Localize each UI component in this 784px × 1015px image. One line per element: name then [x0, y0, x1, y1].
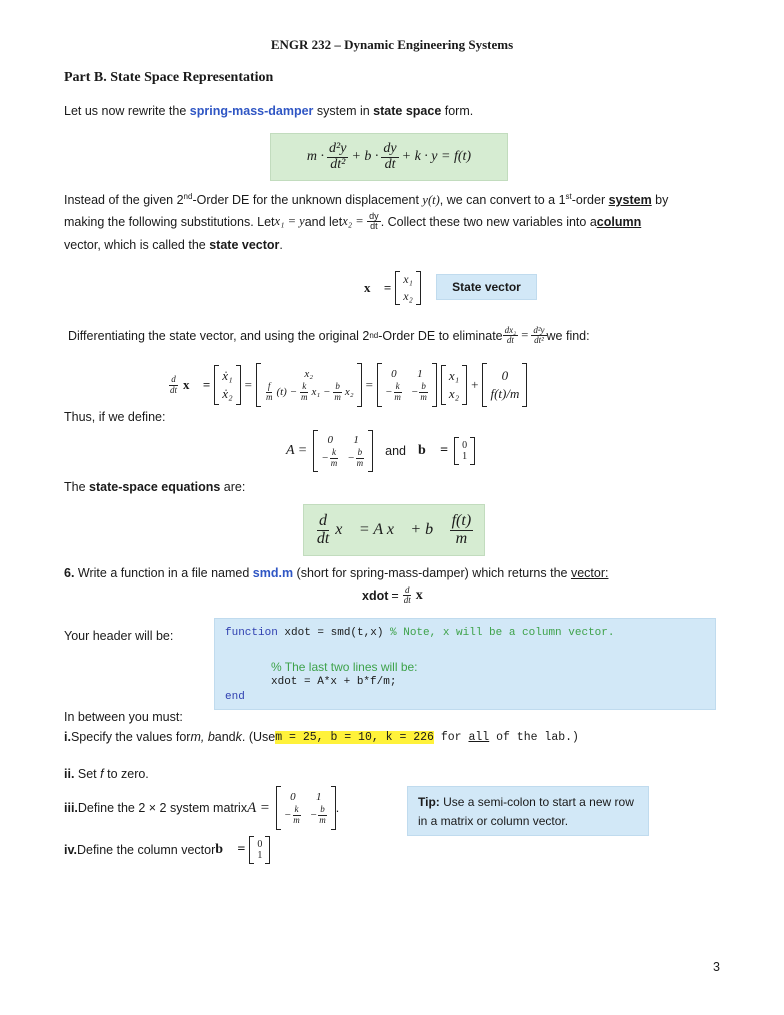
code-line-3: xdot = A*x + b*f/m;	[271, 676, 397, 688]
code-keyword-function: function	[225, 627, 278, 639]
step-i: i. Specify the values for m, b and k . (Use m = 25, b = 10, k = 226 for all of the lab.)	[64, 730, 579, 744]
main-equation-box	[270, 133, 508, 181]
xdot-def: xdot = $\frac{d}{dt}$ x⃗	[362, 585, 434, 606]
intro-post: form.	[441, 104, 474, 118]
intro-line	[64, 104, 473, 118]
ss-intro: The state-space equations are:	[64, 480, 246, 494]
code-signature: xdot = smd(t,x)	[277, 627, 391, 639]
between-line: In between you must:	[64, 710, 183, 724]
state-vector-label: State vector	[436, 274, 537, 300]
eq-main-lhs: m ·	[306, 149, 325, 164]
code-box	[214, 618, 716, 710]
code-keyword-end: end	[225, 691, 245, 703]
intro-pre: Let us now rewrite the	[64, 104, 190, 118]
code-comment-2: % The last two lines will be:	[271, 660, 418, 674]
step-ii: ii. Set f to zero.	[64, 767, 149, 781]
eq-main-dy: dy	[383, 140, 397, 156]
derivative-equation: $\frac{d}{dt}$ x⃗ = ẋ₁ ẋ₂ = x₂ $\frac{f}{m}$ (t) − $\frac{k}{m}$ x₁ − $\frac{b}{m}$ x₂ = 0 1 − $\frac{k}{m}$ − $\frac{b}{m}$ x₁ x₂ + 0 f(t)/m	[168, 362, 527, 408]
intro-mid: system in	[313, 104, 374, 118]
tip-box: Tip: Use a semi-colon to start a new row in a matrix or column vector.	[407, 786, 649, 836]
intro-bold: state space	[373, 104, 442, 118]
define-matrix-row: A = 0 1 − $\frac{k}{m}$ − $\frac{b}{m}$ and b⃗ = 0 1	[286, 429, 475, 473]
state-vector-eq: x⃗ = x₁ x₂	[364, 271, 421, 305]
para1-line1: Instead of the given 2nd-Order DE for the unknown displacement y(t), we can convert to a 1st-order system by	[64, 192, 669, 208]
para1-line2: making the following substitutions. Let x₁ = y and let x₂ = $\frac{dy}{dt}$ . Collect these two new variables into a column	[64, 211, 642, 232]
eq-main-rest: + k · y = f(t)	[401, 149, 472, 164]
thus-line: Thus, if we define:	[64, 410, 166, 424]
eq-main-plus-b: + b ·	[351, 149, 379, 164]
para1-line3: vector, which is called the state vector.	[64, 238, 283, 252]
section-title: Part B. State Space Representation	[64, 70, 274, 85]
code-comment-1: % Note, x will be a column vector.	[390, 627, 615, 639]
step-iv: iv. Define the column vector b⃗ = 0 1	[64, 836, 270, 864]
eq-main-dt: dt	[384, 156, 396, 172]
course-header: ENGR 232 – Dynamic Engineering Systems	[270, 37, 514, 52]
header-label: Your header will be:	[64, 629, 174, 643]
eq-main-d2y: d²y	[329, 140, 347, 156]
page-number: 3	[713, 960, 720, 974]
question-6: 6. Write a function in a file named smd.m (short for spring-mass-damper) which returns the vector:	[64, 566, 609, 580]
step-iii: iii. Define the 2 × 2 system matrix A = 0 1 − $\frac{k}{m}$ − $\frac{b}{m}$ .	[64, 785, 339, 831]
intro-link: spring-mass-damper	[189, 104, 314, 118]
para2-line: Differentiating the state vector, and using the original 2 nd -Order DE to eliminate $\frac{\text{dx₂}}{dt}$ = $\frac{\text{d²y}}{\text{dt²}}$ we find:	[68, 325, 590, 346]
state-space-eq-box: $\frac{d}{dt}$ x⃗ = A x⃗ + b⃗ $\frac{f(t)}{m}$	[303, 504, 485, 556]
eq-main-dt2: dt²	[330, 156, 346, 172]
